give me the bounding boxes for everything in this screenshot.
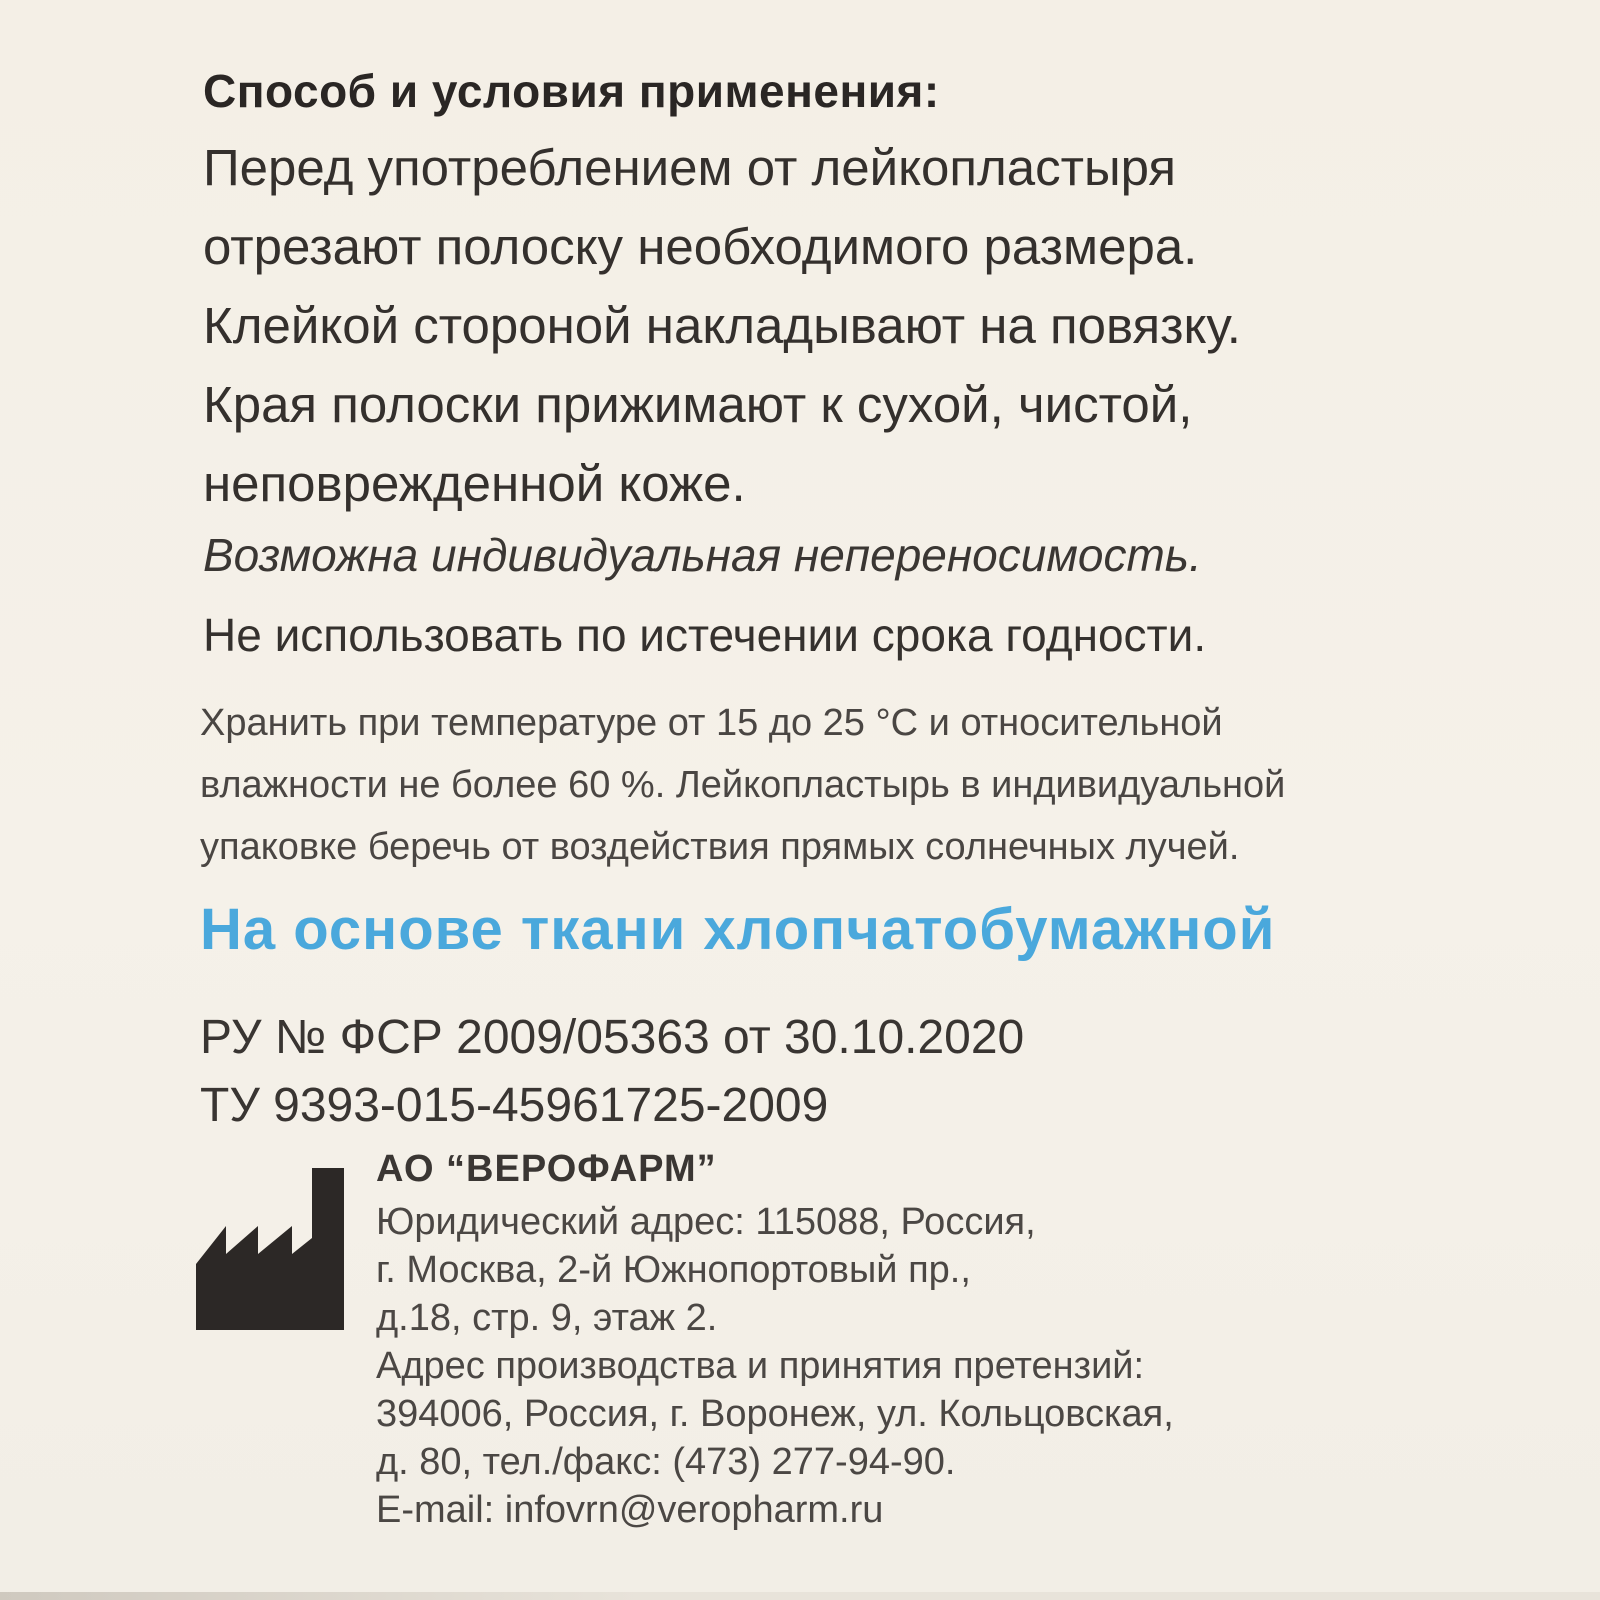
factory-icon [196, 1168, 344, 1330]
package-edge [0, 1592, 1600, 1600]
instruction-line: Перед употреблением от лейкопластыря [203, 139, 1177, 196]
expiry-note: Не использовать по истечении срока годности. [203, 609, 1207, 661]
material-title: На основе ткани хлопчатобумажной [200, 897, 1276, 962]
manufacturer-address [376, 1198, 1174, 1534]
instruction-line: Клейкой стороной накладывают на повязку. [203, 297, 1241, 354]
address-line: д.18, стр. 9, этаж 2. [376, 1297, 718, 1339]
storage-line: упаковке беречь от воздействия прямых солнечных лучей. [200, 826, 1240, 868]
usage-heading: Способ и условия применения: [203, 65, 940, 117]
storage-line: влажности не более 60 %. Лейкопластырь в индивидуальной [200, 764, 1286, 806]
technical-spec-number: ТУ 9393-015-45961725-2009 [200, 1079, 829, 1132]
manufacturer-info [376, 1148, 1174, 1534]
address-line: 394006, Россия, г. Воронеж, ул. Кольцовская, [376, 1393, 1174, 1435]
address-line: г. Москва, 2-й Южнопортовый пр., [376, 1249, 971, 1291]
registration-info [200, 1004, 1024, 1140]
address-line: Адрес производства и принятия претензий: [376, 1345, 1145, 1387]
manufacturer-name: АО “ВЕРОФАРМ” [376, 1148, 717, 1190]
address-line: д. 80, тел./факс: (473) 277-94-90. [376, 1441, 956, 1483]
email-line: E-mail: infovrn@veropharm.ru [376, 1489, 884, 1531]
usage-instructions [203, 128, 1241, 523]
address-line: Юридический адрес: 115088, Россия, [376, 1201, 1036, 1243]
intolerance-note: Возможна индивидуальная непереносимость. [203, 529, 1202, 581]
instruction-line: отрезают полоску необходимого размера. [203, 218, 1198, 275]
storage-conditions [200, 692, 1285, 878]
instruction-line: неповрежденной коже. [203, 455, 746, 512]
instruction-line: Края полоски прижимают к сухой, чистой, [203, 376, 1193, 433]
storage-line: Хранить при температуре от 15 до 25 °С и относительной [200, 702, 1223, 744]
registration-number: РУ № ФСР 2009/05363 от 30.10.2020 [200, 1011, 1025, 1064]
